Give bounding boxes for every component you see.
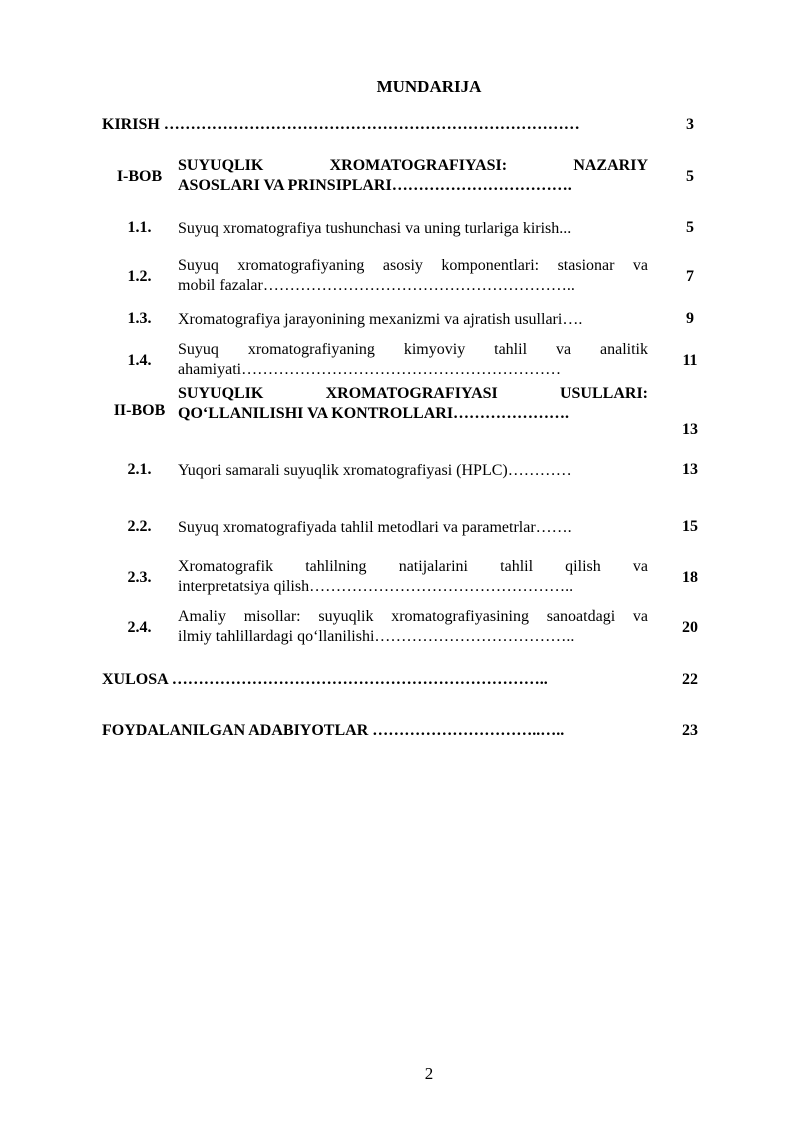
toc-entry-text: Suyuq xromatografiyada tahlil metodlari va parametrlar……. (178, 519, 572, 536)
toc-page-number: 15 (682, 518, 698, 535)
toc-entry-text (178, 156, 648, 196)
toc-page-number: 13 (682, 421, 698, 438)
toc-entry-label: 1.1. (127, 219, 152, 236)
toc-page-number: 20 (682, 619, 698, 636)
toc-entry-text: KIRISH …………………………………………………………………… (102, 116, 580, 133)
toc-page-number: 11 (682, 352, 698, 369)
toc-entry-text-line1: SUYUQLIK XROMATOGRAFIYASI USULLARI: (178, 385, 648, 402)
toc-entry-label: 2.2. (127, 518, 152, 535)
toc-entry-label: 1.3. (127, 310, 152, 327)
toc-entry-label: 1.4. (127, 352, 152, 369)
toc-entry-text: XULOSA …………………………………………………………….. (102, 671, 548, 688)
toc-entry-text: Suyuq xromatografiya tushunchasi va uning turlariga kirish... (178, 220, 572, 237)
toc-entry-text: Yuqori samarali suyuqlik xromatografiyasi (HPLC)………… (178, 462, 572, 479)
toc-entry-text-line1: Amaliy misollar: suyuqlik xromatografiyasining sanoatdagi va (178, 608, 648, 625)
toc-page-number: 9 (686, 310, 694, 327)
toc-entry-label: I-BOB (116, 168, 163, 185)
page-title: MUNDARIJA (376, 77, 482, 96)
toc-entry-text-line2: ilmiy tahlillardagi qo‘llanilishi……………………………….. (178, 628, 575, 645)
toc-page-number: 18 (682, 569, 698, 586)
toc-entry-text-line2: QO‘LLANILISHI VA KONTROLLARI…………………. (178, 405, 570, 422)
toc-entry-text-line1: SUYUQLIK XROMATOGRAFIYASI: NAZARIY (178, 157, 648, 174)
toc-entry-text-line2: interpretatsiya qilish………………………………………….. (178, 578, 574, 595)
toc-page-number: 7 (686, 268, 694, 285)
toc-page-number: 22 (682, 671, 698, 688)
toc-entry-text (178, 384, 648, 424)
toc-page-number: 5 (686, 168, 694, 185)
toc-entry-label: 2.1. (127, 461, 152, 478)
toc-entry-label: 2.3. (127, 569, 152, 586)
toc-entry-text (178, 557, 648, 597)
toc-page-number: 13 (682, 461, 698, 478)
toc-entry-text-line1: Suyuq xromatografiyaning asosiy komponentlari: stasionar va (178, 257, 648, 274)
toc-entry-label: 1.2. (127, 268, 152, 285)
toc-entry-text: Xromatografiya jarayonining mexanizmi va ajratish usullari…. (178, 311, 583, 328)
toc-page-number: 23 (682, 722, 698, 739)
toc-entry-text (178, 256, 648, 296)
footer-page-number: 2 (424, 1064, 434, 1083)
toc-entry-text: FOYDALANILGAN ADABIYOTLAR …………………………..….. (102, 722, 565, 739)
toc-entry-text (178, 340, 648, 380)
toc-entry-text (178, 607, 648, 647)
toc-page-number: 3 (686, 116, 694, 133)
toc-entry-text-line2: mobil fazalar………………………………………………….. (178, 277, 575, 294)
toc-page-number: 5 (686, 219, 694, 236)
toc-entry-label: II-BOB (113, 402, 166, 419)
toc-entry-text-line2: ahamiyati…………………………………………………… (178, 361, 562, 378)
toc-entry-text-line2: ASOSLARI VA PRINSIPLARI……………………………. (178, 177, 572, 194)
toc-entry-text-line1: Xromatografik tahlilning natijalarini tahlil qilish va (178, 558, 648, 575)
toc-entry-text-line1: Suyuq xromatografiyaning kimyoviy tahlil va analitik (178, 341, 648, 358)
toc-entry-label: 2.4. (127, 619, 152, 636)
